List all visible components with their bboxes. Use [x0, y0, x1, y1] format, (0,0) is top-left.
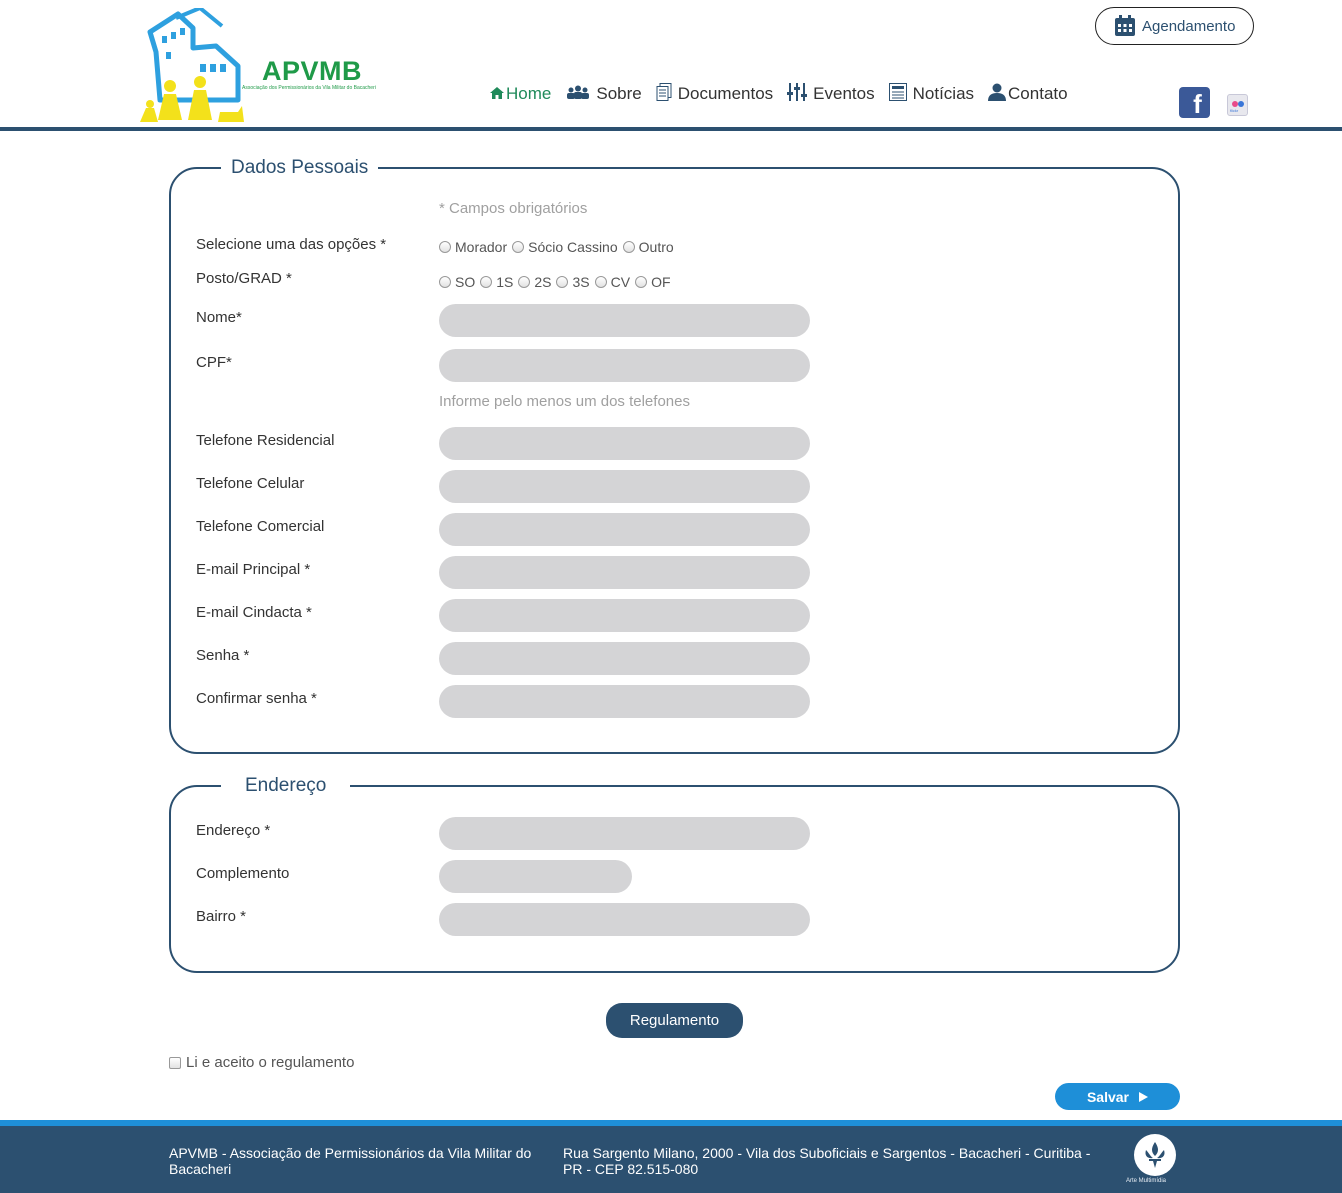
complemento-input[interactable]: [439, 860, 632, 893]
phone-hint: Informe pelo menos um dos telefones: [439, 393, 690, 410]
email-cindacta-label: E-mail Cindacta *: [196, 604, 312, 621]
tel-celular-input[interactable]: [439, 470, 810, 503]
endereco-input[interactable]: [439, 817, 810, 850]
radio-3s[interactable]: [556, 276, 568, 288]
radio-socio-cassino-label: Sócio Cassino: [528, 239, 618, 255]
site-footer: [0, 1126, 1342, 1193]
agendamento-label: Agendamento: [1142, 17, 1236, 35]
play-arrow-icon: [1139, 1092, 1148, 1102]
opcoes-radio-group: [439, 239, 679, 255]
required-hint: * Campos obrigatórios: [439, 200, 588, 217]
facebook-icon[interactable]: f: [1179, 87, 1210, 118]
nav-noticias[interactable]: [889, 83, 974, 106]
tel-comercial-input[interactable]: [439, 513, 810, 546]
header-divider: [0, 127, 1342, 131]
tel-celular-label: Telefone Celular: [196, 475, 305, 492]
newspaper-icon: [889, 83, 907, 106]
flickr-icon[interactable]: [1227, 94, 1248, 116]
radio-2s-label: 2S: [534, 274, 552, 290]
radio-1s-label: 1S: [496, 274, 514, 290]
nome-input[interactable]: [439, 304, 810, 337]
nav-documentos-label: Documentos: [677, 84, 774, 103]
main-nav: [490, 83, 1082, 105]
nav-home-label: Home: [506, 84, 552, 103]
user-icon: [988, 83, 1006, 106]
tel-residencial-label: Telefone Residencial: [196, 432, 335, 449]
aceito-checkbox[interactable]: [169, 1057, 181, 1069]
radio-morador-label: Morador: [455, 239, 508, 255]
salvar-label: Salvar: [1086, 1088, 1130, 1105]
users-icon: [566, 84, 590, 104]
nav-sobre[interactable]: [566, 84, 641, 104]
radio-of[interactable]: [635, 276, 647, 288]
home-icon: [490, 84, 504, 104]
dados-pessoais-legend: Dados Pessoais: [221, 157, 378, 179]
nav-noticias-label: Notícias: [912, 84, 975, 103]
radio-of-label: OF: [651, 274, 671, 290]
agendamento-button[interactable]: [1095, 7, 1254, 45]
nome-label: Nome*: [196, 309, 242, 326]
nav-home[interactable]: [490, 84, 551, 104]
fleur-icon: [1140, 1140, 1170, 1170]
logo-title: APVMB: [262, 56, 363, 86]
document-icon: [656, 83, 672, 106]
confirmar-senha-input[interactable]: [439, 685, 810, 718]
tel-comercial-label: Telefone Comercial: [196, 518, 325, 535]
flickr-label: flickr: [1230, 108, 1239, 113]
radio-cv[interactable]: [595, 276, 607, 288]
senha-input[interactable]: [439, 642, 810, 675]
nav-eventos[interactable]: [787, 83, 874, 106]
endereco-legend: Endereço: [221, 775, 350, 797]
calendar-icon: [1114, 15, 1136, 37]
footer-address: Rua Sargento Milano, 2000 - Vila dos Suboficiais e Sargentos - Bacacheri - Curitiba - PR - CEP 82.515-080: [563, 1145, 1091, 1177]
radio-2s[interactable]: [518, 276, 530, 288]
complemento-label: Complemento: [196, 865, 290, 882]
bairro-label: Bairro *: [196, 908, 247, 925]
nav-contato-label: Contato: [1008, 84, 1068, 103]
radio-3s-label: 3S: [572, 274, 590, 290]
email-principal-input[interactable]: [439, 556, 810, 589]
footer-badge-text: Arte Multimídia: [1126, 1178, 1167, 1184]
radio-outro[interactable]: [623, 241, 635, 253]
posto-radio-group: [439, 274, 676, 290]
regulamento-button[interactable]: Regulamento: [606, 1003, 743, 1038]
arte-multimidia-logo[interactable]: [1134, 1134, 1176, 1176]
nav-eventos-label: Eventos: [813, 84, 875, 103]
endereco-fieldset: [169, 785, 1180, 973]
radio-so[interactable]: [439, 276, 451, 288]
bairro-input[interactable]: [439, 903, 810, 936]
aceito-label: Li e aceito o regulamento: [186, 1054, 355, 1071]
sliders-icon: [787, 83, 807, 106]
posto-label: Posto/GRAD *: [196, 270, 292, 287]
footer-org: APVMB - Associação de Permissionários da Vila Militar do Bacacheri: [169, 1145, 532, 1177]
radio-1s[interactable]: [480, 276, 492, 288]
salvar-button[interactable]: [1055, 1083, 1180, 1110]
logo-subtitle: Associação dos Permissionários da Vila Militar do Bacacheri: [242, 85, 376, 91]
radio-cv-label: CV: [610, 274, 631, 290]
cpf-input[interactable]: [439, 349, 810, 382]
senha-label: Senha *: [196, 647, 250, 664]
site-header: [0, 0, 1342, 128]
radio-socio-cassino[interactable]: [512, 241, 524, 253]
confirmar-senha-label: Confirmar senha *: [196, 690, 317, 707]
tel-residencial-input[interactable]: [439, 427, 810, 460]
radio-morador[interactable]: [439, 241, 451, 253]
opcoes-label: Selecione uma das opções *: [196, 236, 387, 253]
endereco-label: Endereço *: [196, 822, 271, 839]
nav-documentos[interactable]: [656, 83, 773, 106]
nav-sobre-label: Sobre: [596, 84, 642, 103]
radio-outro-label: Outro: [638, 239, 674, 255]
aceito-checkbox-row: [169, 1054, 354, 1071]
cpf-label: CPF*: [196, 354, 232, 371]
email-principal-label: E-mail Principal *: [196, 561, 311, 578]
radio-so-label: SO: [455, 274, 476, 290]
nav-contato[interactable]: [988, 83, 1068, 106]
email-cindacta-input[interactable]: [439, 599, 810, 632]
